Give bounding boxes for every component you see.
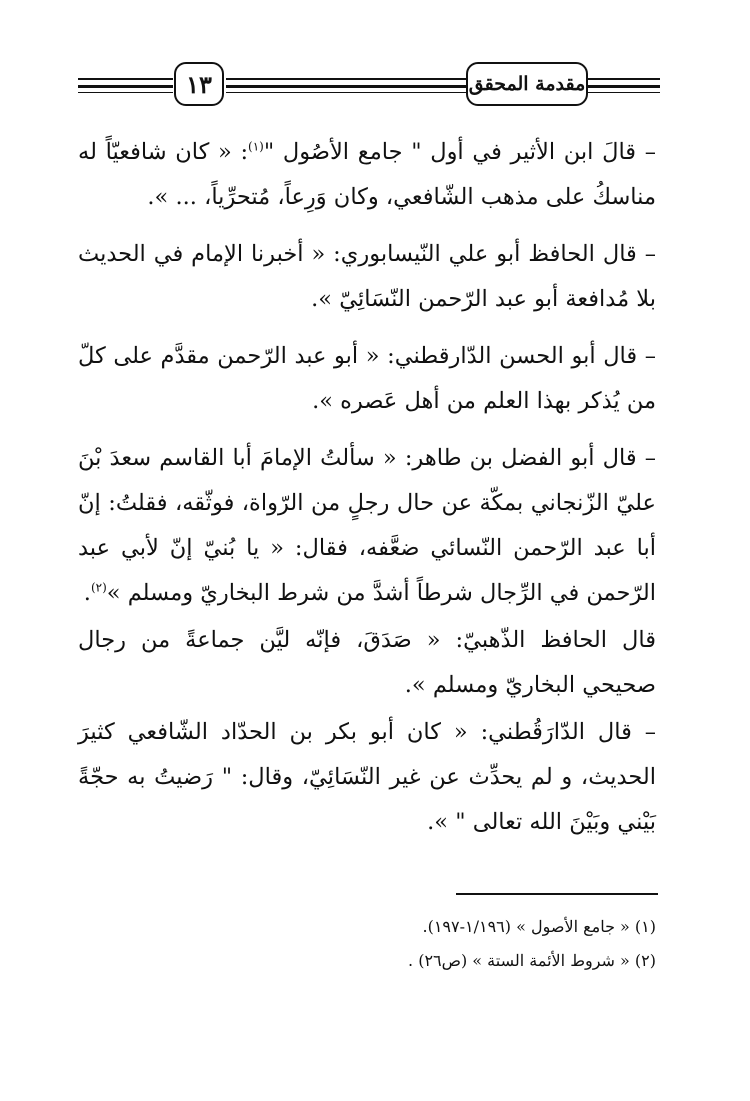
- footnotes: [78, 910, 656, 978]
- paragraph-ibn-tahir: [78, 436, 656, 616]
- footnote-ref: (١): [248, 139, 264, 154]
- paragraph-text: : « كان شافعيّاً له مناسكُ على مذهب الشّافعي، وكان وَرِعاً، مُتحرِّياً، ... ».: [78, 139, 656, 210]
- paragraph-text: .: [83, 580, 91, 606]
- paragraph-naysaburi: [78, 232, 656, 322]
- paragraph-text: – قال أبو الفضل بن طاهر: « سألتُ الإمامَ أبا القاسم سعدَ بْنَ عليّ الزّنجاني بمكّة عن حال رجلٍ من الرّواة، فوثّقه، فقلتُ: إنّ أبا عبد الرّحمن النّسائي ضعَّفه، فقال: « يا بُنيّ إنّ لأبي عبد الرّحمن في الرِّجال شرطاً أشدَّ من شرط البخاريّ ومسلم »: [78, 445, 656, 606]
- header-rule: [78, 78, 173, 80]
- paragraph-text: – قال الحافظ أبو علي النّيسابوري: « أخبرنا الإمام في الحديث بلا مُدافعة أبو عبد الرّحمن النّسَائِيّ ».: [78, 241, 656, 312]
- header-rule: [78, 92, 173, 93]
- header-rule: [588, 85, 660, 88]
- header-rule: [226, 92, 466, 93]
- footnote-1: (١) « جامع الأصول » (١/١٩٦-١٩٧).: [422, 917, 656, 936]
- paragraph-text: – قالَ ابن الأثير في أول " جامع الأصُول ": [263, 139, 656, 165]
- paragraph-ibn-al-athir: [78, 130, 656, 220]
- paragraph-text: قال الحافظ الذّهبيّ: « صَدَقَ، فإنّه ليَّن جماعةً من رجال صحيحي البخاريّ ومسلم ».: [78, 627, 656, 698]
- footnote-separator: [456, 893, 658, 895]
- header-rule: [588, 92, 660, 93]
- paragraph-text: – قال أبو الحسن الدّارقطني: « أبو عبد الرّحمن مقدَّم على كلّ من يُذكر بهذا العلم من أهل عَصره ».: [78, 343, 656, 414]
- header-rule: [226, 78, 466, 80]
- footnote-ref: (٢): [90, 580, 107, 595]
- paragraph-daraqutni: [78, 334, 656, 424]
- page-number: ١٣: [174, 62, 224, 106]
- page-header: [78, 58, 660, 116]
- header-rule: [226, 85, 466, 88]
- header-rule: [78, 85, 173, 88]
- paragraph-daraqutni-haddad: [78, 710, 656, 845]
- header-rule: [588, 78, 660, 80]
- paragraph-text: – قال الدّارَقُطني: « كان أبو بكر بن الحدّاد الشّافعي كثيرَ الحديث، و لم يحدِّث عن غير النّسَائِيّ، وقال: " رَضيتُ به حجّةً بَيْني وبَيْنَ الله تعالى " ».: [78, 719, 656, 835]
- footnote-2: (٢) « شروط الأئمة الستة » (ص٢٦) .: [408, 951, 656, 970]
- paragraph-dhahabi: [78, 618, 656, 708]
- body-text: [78, 130, 656, 857]
- section-title: مقدمة المحقق: [466, 62, 588, 106]
